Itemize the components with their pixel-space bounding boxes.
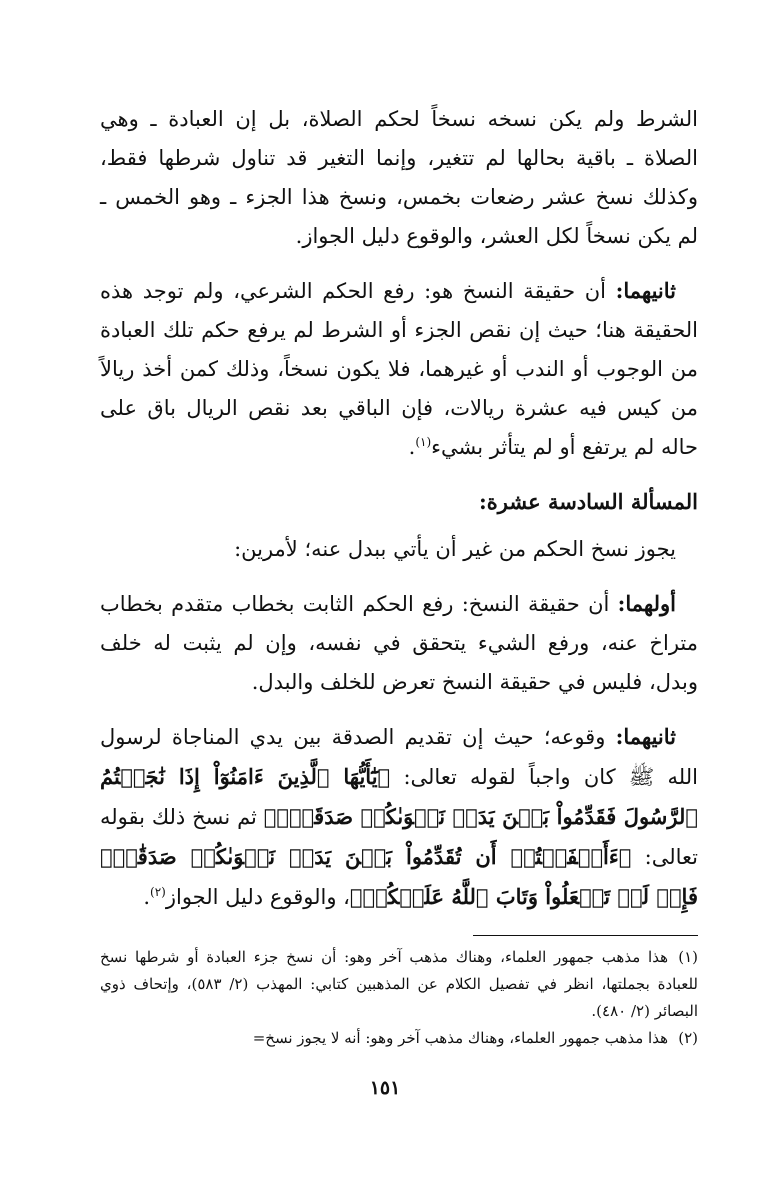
paragraph-text: ثم نسخ ذلك بقوله تعالى: (100, 805, 698, 869)
footnote-divider (473, 935, 698, 936)
paragraph-lead: ثانيهما: (615, 278, 676, 303)
paragraph-text: وقوعه؛ حيث إن تقديم الصدقة بين يدي المناجاة لرسول الله ﷺ كان واجباً لقوله تعالى: (100, 725, 698, 789)
paragraph-text: أن حقيقة النسخ هو: رفع الحكم الشرعي، ولم توجد هذه الحقيقة هنا؛ حيث إن نقص الجزء أو الشرط لم يرفع حكم تلك العبادة من الوجوب أو الندب أو غيرهما، فلا يكون نسخاً، وذلك كمن أخذ ريالاً من كيس فيه عشرة ريالات، فإن الباقي بعد نقص الريال باق على حاله لم يرتفع أو لم يتأثر بشيء (100, 279, 698, 459)
paragraph-lead: أولهما: (617, 591, 676, 616)
paragraph-continuation: الشرط ولم يكن نسخه نسخاً لحكم الصلاة، بل إن العبادة ـ وهي الصلاة ـ باقية بحالها لم تتغير، وإنما التغير قد تناول شرطها فقط، وكذلك نسخ عشر رضعات بخمس، ونسخ هذا الجزء ـ وهو الخمس ـ لم يكن نسخاً لكل العشر، والوقوع دليل الجواز. (100, 107, 698, 248)
footnote-text: هذا مذهب جمهور العلماء، وهناك مذهب آخر وهو: أنه لا يجوز نسخ= (252, 1029, 668, 1047)
paragraph-lead: ثانيهما: (615, 724, 676, 749)
paragraph-end: . (143, 885, 151, 909)
footnotes (100, 944, 698, 1052)
paragraph-end: . (408, 435, 416, 459)
paragraph-second-reason-2 (100, 717, 698, 917)
paragraph-text: أن حقيقة النسخ: رفع الحكم الثابت بخطاب متقدم بخطاب متراخ عنه، ورفع الشيء يتحقق في نفسه، وإن لم يثبت له خلف وبدل، فليس في حقيقة النسخ تعرض للخلف والبدل. (100, 592, 698, 694)
footnote-1 (100, 944, 698, 1025)
footnote-number: (١) (678, 948, 698, 966)
footnote-ref-2[interactable]: (٢) (150, 885, 166, 899)
page-number: ١٥١ (369, 1077, 401, 1099)
section-heading: المسألة السادسة عشرة: (479, 489, 698, 514)
paragraph-first-reason (100, 584, 698, 702)
quran-verse: ﴿ءَأَشۡفَقۡتُمۡ أَن تُقَدِّمُواْ بَيۡنَ يَدَيۡ نَجۡوَىٰكُمۡ صَدَقَٰتٖۚ فَإِذۡ لَمۡ تَفۡعَلُواْ وَتَابَ ٱللَّهُ عَلَيۡكُمۡ﴾ (100, 844, 698, 909)
quran-verse: ﴿يَٰٓأَيُّهَا ٱلَّذِينَ ءَامَنُوٓاْ إِذَا نَٰجَيۡتُمُ ٱلرَّسُولَ فَقَدِّمُواْ بَيۡنَ يَدَيۡ نَجۡوَىٰكُمۡ صَدَقَةٗۚ﴾ (100, 764, 698, 829)
footnote-2 (100, 1025, 698, 1052)
footnote-text: هذا مذهب جمهور العلماء، وهناك مذهب آخر وهو: أن نسخ جزء العبادة أو شرطها نسخ للعبادة بجملتها، انظر في تفصيل الكلام عن المذهبين كتابي: المهذب (٢/ ٥٨٣)، وإتحاف ذوي البصائر (٢/ ٤٨٠). (100, 948, 699, 1020)
footnote-ref-1[interactable]: (١) (415, 435, 432, 449)
paragraph-statement: يجوز نسخ الحكم من غير أن يأتي ببدل عنه؛ لأمرين: (234, 537, 676, 561)
page-body (100, 100, 698, 1150)
paragraph-text: ، والوقوع دليل الجواز (165, 885, 350, 909)
paragraph-second-reason (100, 271, 698, 467)
footnote-number: (٢) (678, 1029, 698, 1047)
